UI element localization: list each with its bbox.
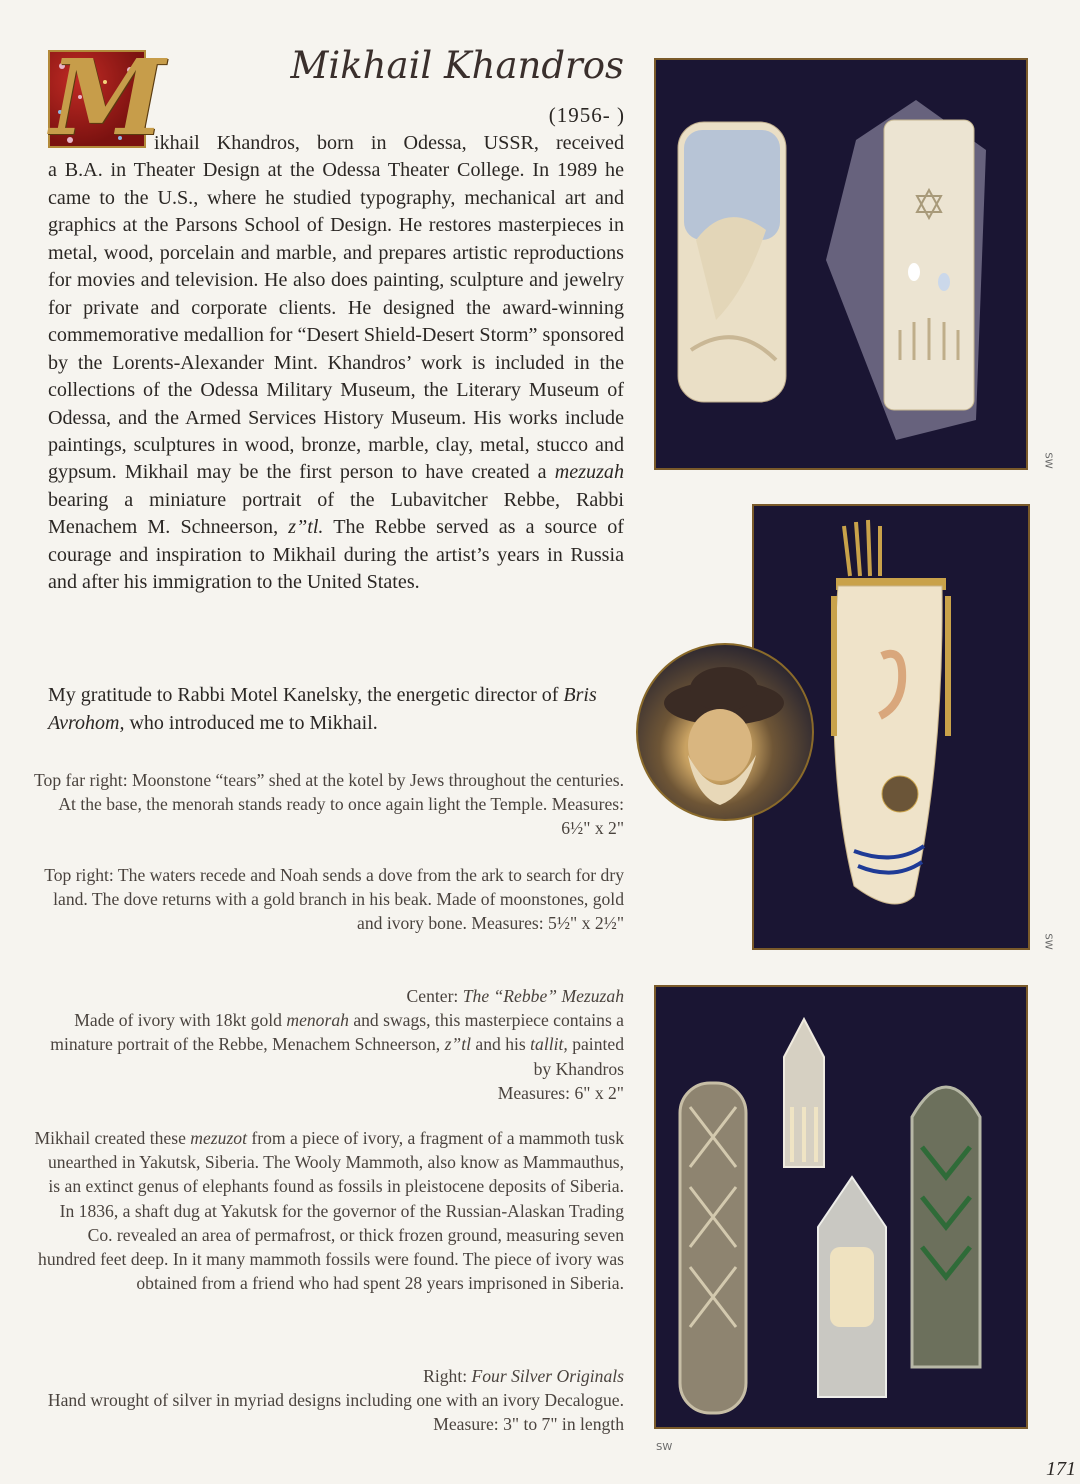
- caption-right: [34, 1364, 624, 1437]
- bio-text-2: bearing a miniature portrait of the Lubavitcher Rebbe, Rabbi Menachem M. Schneerson,: [48, 488, 624, 539]
- cap3-menorah: menorah: [286, 1010, 349, 1031]
- page-title: Mikhail Khandros: [290, 44, 624, 87]
- silver-mezuzot-illustration: [656, 987, 1026, 1427]
- bio-text-3: The Rebbe served as a source of courage and inspiration to Mikhail during the artist’s years in Russia and after his immigration to the United States.: [48, 516, 624, 594]
- cap3-tallit: tallit,: [530, 1034, 568, 1055]
- bio-first-line: ikhail Khandros, born in Odessa, USSR, received: [154, 132, 624, 154]
- cap3-text-a: Made of ivory with 18kt gold: [74, 1010, 282, 1031]
- cap5-title: Four Silver Originals: [471, 1366, 624, 1386]
- acknowledgement: [48, 682, 628, 737]
- thanks-text-2: who introduced me to Mikhail.: [129, 711, 378, 734]
- cap3-ztl: z”tl: [444, 1034, 471, 1055]
- cap3-measure: Measures: 6" x 2": [497, 1082, 624, 1103]
- cap3-text-d: painted by Khandros: [533, 1034, 624, 1079]
- photo-credit-3: SW: [656, 1442, 673, 1453]
- caption-center-title: The “Rebbe” Mezuzah: [462, 986, 624, 1006]
- photo-credit-2: SW: [1042, 933, 1054, 950]
- caption-center: [34, 984, 624, 1105]
- cap5-text: Hand wrought of silver in myriad designs including one with an ivory Decalogue. Measure: 3" to 7" in length: [47, 1390, 624, 1435]
- portrait-illustration: [638, 645, 812, 819]
- photo-ivory-mezuzot: [654, 58, 1028, 470]
- rebbe-portrait-inset: [636, 643, 814, 821]
- bio-mezuzah: mezuzah: [554, 461, 624, 484]
- photo-credit-1: SW: [1042, 452, 1054, 469]
- thanks-text: My gratitude to Rabbi Motel Kanelsky, the energetic director of: [48, 684, 559, 706]
- life-dates: (1956- ): [548, 103, 625, 127]
- ivory-mezuzot-illustration: [656, 60, 1026, 468]
- cap4-text-b: from a piece of ivory, a fragment of a mammoth tusk unearthed in Yakutsk, Siberia. The Wooly Mammoth, also know as Mammauthus, is an extinct genus of elephants found as fossils in pleistocene deposits of Siberia. In 1836, a shaft dug at Yakutsk for the governor of the Russian-Alaskan Trading Co. revealed an area of permafrost, or thick frozen ground, measuring seven hundred feet deep. In it many mammoth fossils were found. The piece of ivory was obtained from a friend who had spent 28 years imprisoned in Siberia.: [38, 1128, 624, 1294]
- thanks-org: Bris Avrohom,: [48, 684, 597, 734]
- drop-cap-letter: M: [50, 36, 166, 159]
- cap3-text-b: and swags, this masterpiece contains a minature portrait of the Rebbe, Menachem Schneerson,: [50, 1010, 624, 1055]
- biography: [48, 130, 624, 597]
- bio-ztl: z”tl.: [288, 516, 324, 539]
- caption-top-far-right: Top far right: Moonstone “tears” shed at the kotel by Jews throughout the centuries. At the base, the menorah stands ready to once again light the Temple. Measures: 6½" x 2": [34, 770, 624, 839]
- photo-silver-originals: [654, 985, 1028, 1429]
- caption-center-label: Center:: [406, 986, 459, 1006]
- caption-ivory: [34, 1126, 624, 1295]
- page-number: 171: [1046, 1458, 1076, 1480]
- cap5-label: Right:: [423, 1366, 468, 1386]
- bio-text-1: a B.A. in Theater Design at the Odessa Theater College. In 1989 he came to the U.S., where he studied typography, mechanical art and graphics at the Parsons School of Design. He restores masterpieces in metal, wood, porcelain and marble, and prepares artistic reproductions for movies and television. He also does painting, sculpture and jewelry for private and corporate clients. He designed the award-winning commemorative medallion for “Desert Shield-Desert Storm” sponsored by the Lorents-Alexander Mint. Khandros’ work is included in the collections of the Odessa Military Museum, the Literary Museum of Odessa, and the Armed Services History Museum. His works include paintings, sculptures in wood, bronze, marble, clay, metal, stucco and gypsum. Mikhail may be the first person to have created a: [48, 159, 624, 484]
- cap4-mezuzot: mezuzot: [190, 1128, 247, 1148]
- cap4-text-a: Mikhail created these: [34, 1128, 186, 1148]
- caption-top-right: Top right: The waters recede and Noah sends a dove from the ark to search for dry land. The dove returns with a gold branch in his beak. Made of moonstones, gold and ivory bone. Measures: 5½" x 2½": [44, 865, 624, 934]
- cap3-text-c: and his: [475, 1034, 526, 1055]
